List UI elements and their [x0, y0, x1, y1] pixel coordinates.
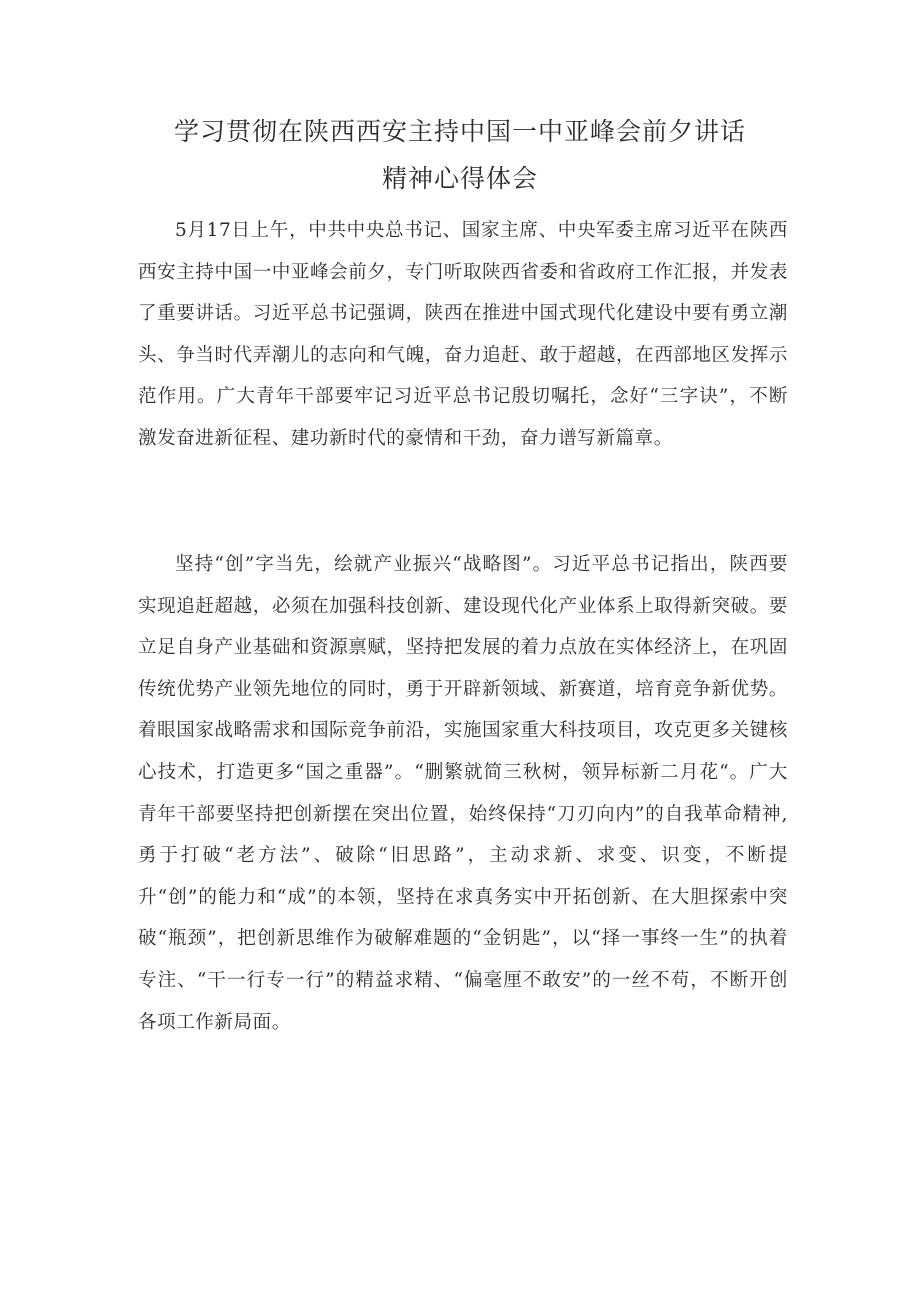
- body-paragraph-1: 5月17日上午，中共中央总书记、国家主席、中央军委主席习近平在陕西西安主持中国一中亚峰会前夕，专门听取陕西省委和省政府工作汇报，并发表了重要讲话。习近平总书记强调，陕西在推进中国式现代化建设中要有勇立潮头、争当时代弄潮儿的志向和气魄，奋力追赶、敢于超越，在西部地区发挥示范作用。广大青年干部要牢记习近平总书记殷切嘱托，念好“三字诀”，不断激发奋进新征程、建功新时代的豪情和干劲，奋力谱写新篇章。: [138, 220, 788, 449]
- document-title: [0, 108, 920, 202]
- body-paragraph-2: 坚持“创”字当先，绘就产业振兴“战略图”。习近平总书记指出，陕西要实现追赶超越，必须在加强科技创新、建设现代化产业体系上取得新突破。要立足自身产业基础和资源禀赋，坚持把发展的着力点放在实体经济上，在巩固传统优势产业领先地位的同时，勇于开辟新领域、新赛道，培育竞争新优势。着眼国家战略需求和国际竞争前沿，实施国家重大科技项目，攻克更多关键核心技术，打造更多“国之重器”。“删繁就简三秋树，领异标新二月花“。广大青年干部要坚持把创新摆在突出位置，始终保持“刀刃向内”的自我革命精神,勇于打破“老方法”、破除“旧思路”，主动求新、求变、识变，不断提升“创”的能力和“成”的本领，坚持在求真务实中开拓创新、在大胆探索中突破“瓶颈”，把创新思维作为破解难题的“金钥匙”，以“择一事终一生”的执着专注、“干一行专一行”的精益求精、“偏毫厘不敢安”的一丝不苟，不断开创各项工作新局面。: [138, 554, 788, 1033]
- title-line-1: 学习贯彻在陕西西安主持中国一中亚峰会前夕讲话: [173, 117, 746, 146]
- title-line-2: 精神心得体会: [381, 164, 538, 193]
